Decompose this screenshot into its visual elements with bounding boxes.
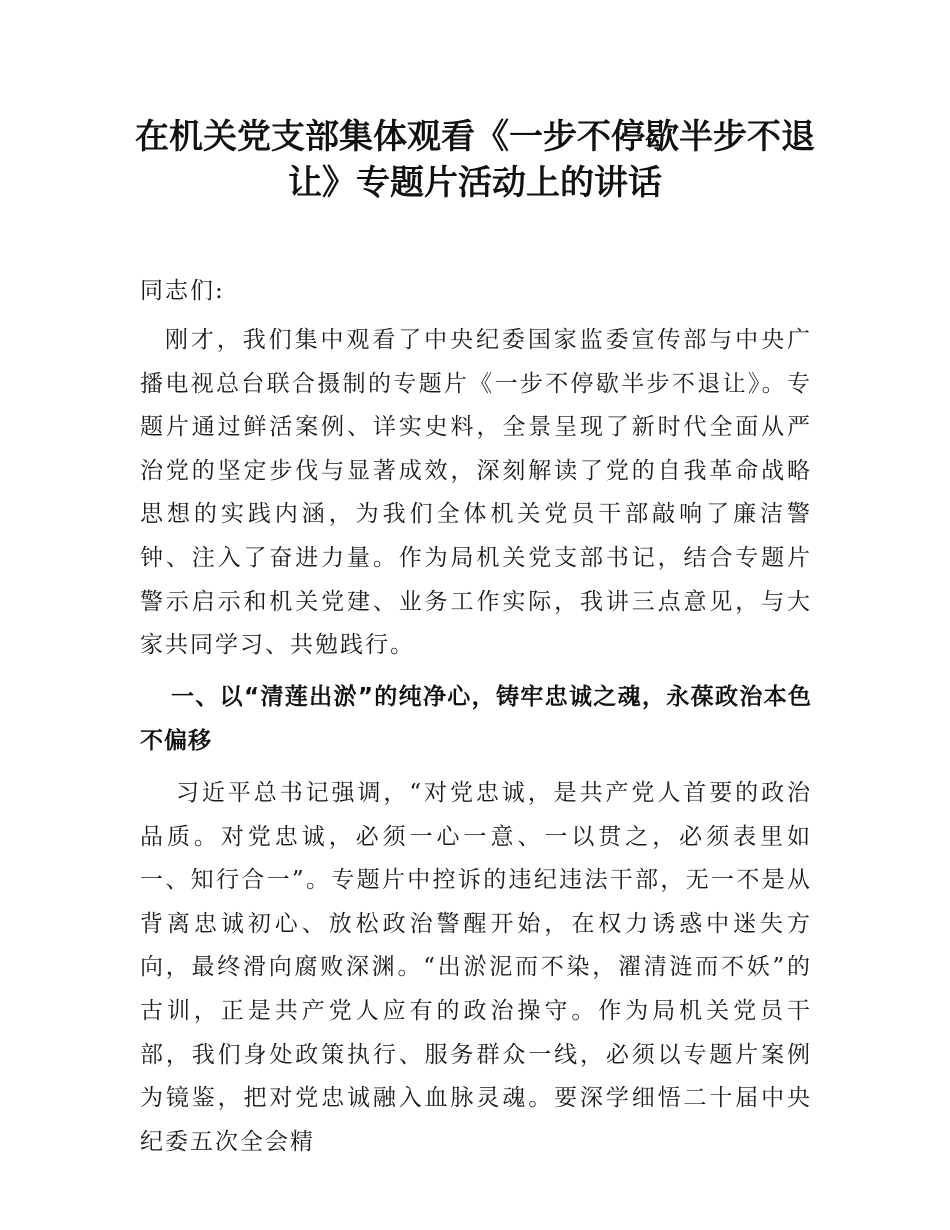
paragraph-intro: 刚才，我们集中观看了中央纪委国家监委宣传部与中央广播电视总台联合摄制的专题片《一步不停歇半步不退让》。专题片通过鲜活案例、详实史料，全景呈现了新时代全面从严治党的坚定步伐与显著成效，深刻解读了党的自我革命战略思想的实践内涵，为我们全体机关党员干部敲响了廉洁警钟、注入了奋进力量。作为局机关党支部书记，结合专题片警示启示和机关党建、业务工作实际，我讲三点意见，与大家共同学习、共勉践行。 (140, 327, 812, 659)
section-heading-1: 一、以“清莲出淤”的纯净心，铸牢忠诚之魂，永葆政治本色不偏移 (140, 684, 812, 754)
document-title: 在机关党支部集体观看《一步不停歇半步不退让》专题片活动上的讲话 (135, 117, 815, 203)
paragraph-section-1: 习近平总书记强调，“对党忠诚，是共产党人首要的政治品质。对党忠诚，必须一心一意、一以贯之，必须表里如一、知行合一”。专题片中控诉的违纪违法干部，无一不是从背离忠诚初心、放松政治警醒开始，在权力诱惑中迷失方向，最终滑向腐败深渊。“出淤泥而不染，濯清涟而不妖”的古训，正是共产党人应有的政治操守。作为局机关党员干部，我们身处政策执行、服务群众一线，必须以专题片案例为镜鉴，把对党忠诚融入血脉灵魂。要深学细悟二十届中央纪委五次全会精 (140, 780, 812, 1155)
salutation: 同志们: (140, 278, 225, 304)
